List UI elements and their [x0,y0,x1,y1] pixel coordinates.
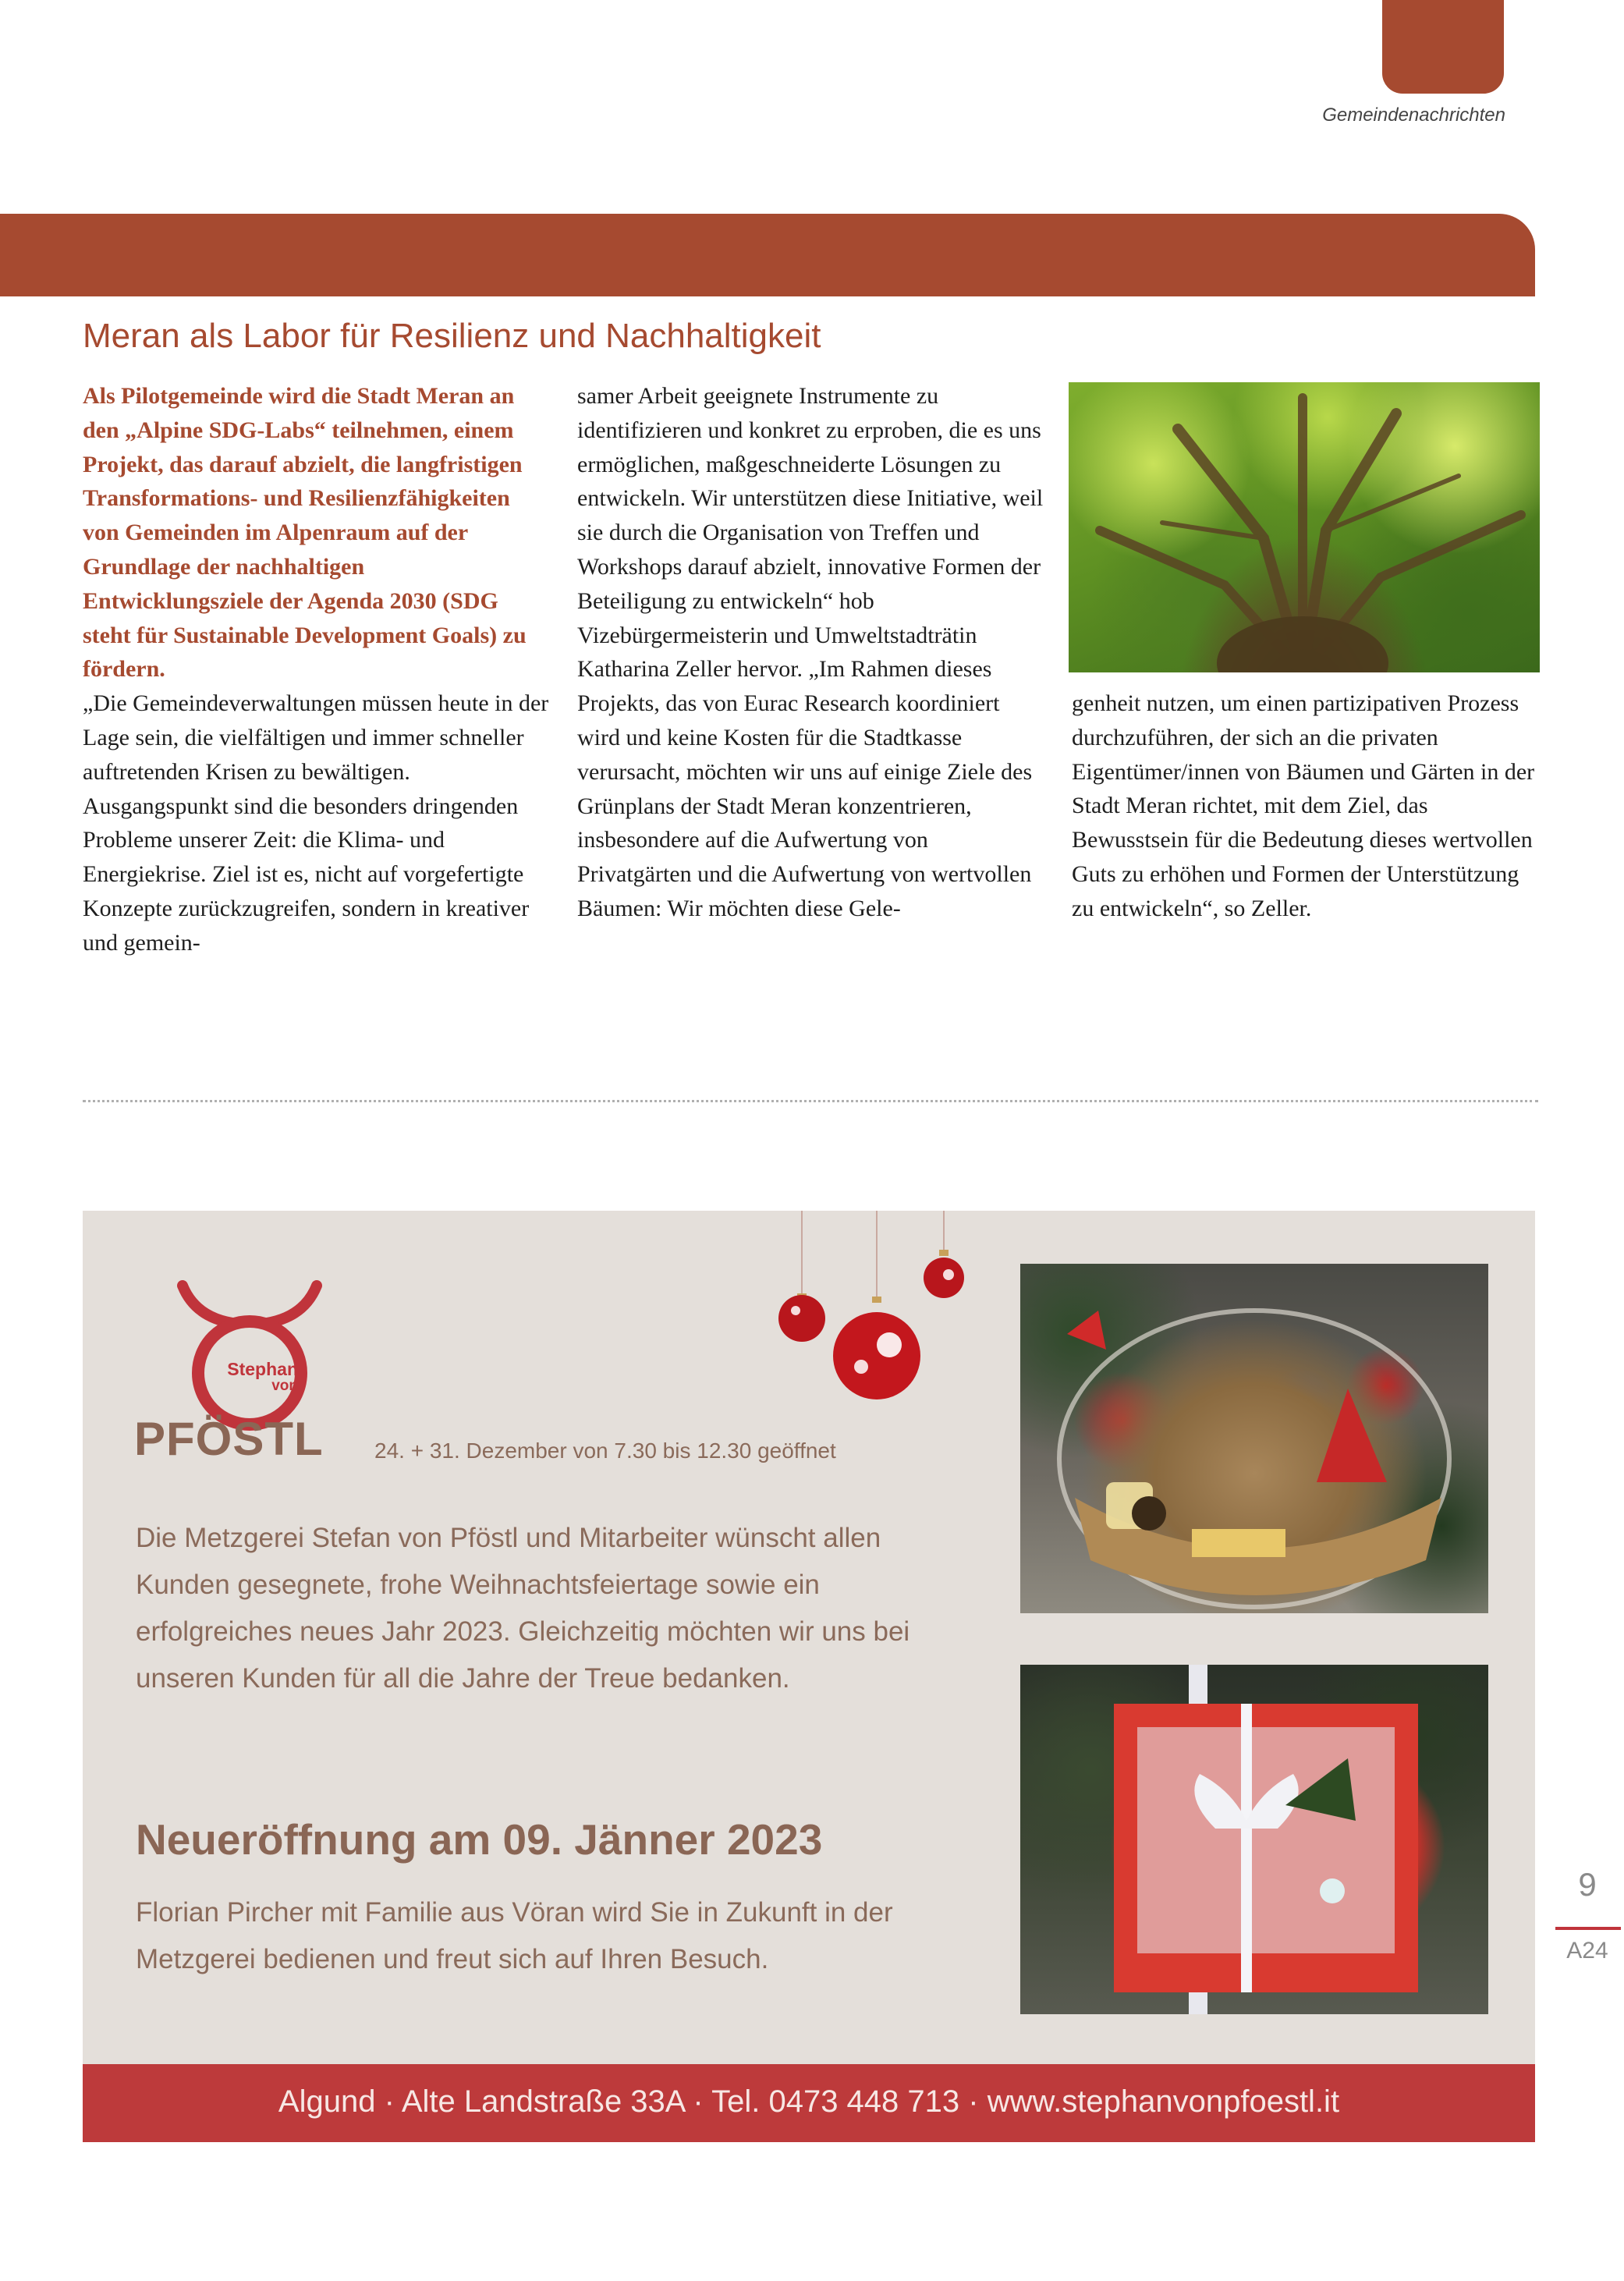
page-number-rule [1555,1927,1621,1930]
section-divider [83,1100,1538,1102]
tree-photo [1069,382,1540,672]
article-body-3: genheit nutzen, um einen partizipativen Prozess durchzuführen, der sich an die privaten Eigentümer/innen von Bäumen und Gärten in der Stadt Meran richtet, mit dem Ziel, das Bewusstsein für die Bedeutung dieses wertvollen Guts zu erhöhen und Formen der Unterstützung zu entwickeln“, so Zeller. [1072,690,1535,921]
gift-box-graphic [1020,1665,1488,2014]
article-title: Meran als Labor für Resilienz und Nachhaltigkeit [83,317,821,355]
greeting-text: Die Metzgerei Stefan von Pföstl und Mitarbeiter wünscht allen Kunden gesegnete, frohe Weihnachtsfeiertage sowie ein erfolgreiches neues Jahr 2023. Gleichzeitig möchten wir uns bei unseren Kunden für all die Jahre der Treue bedanken. [136,1523,910,1694]
article-column-2 [577,379,1045,926]
brand-subtitle [220,1360,298,1395]
reopening-text: Florian Pircher mit Familie aus Vöran wird Sie in Zukunft in der Metzgerei bedienen und freut sich auf Ihren Besuch. [136,1897,893,1974]
header-band [0,214,1535,296]
christmas-ornaments-icon [764,1211,975,1414]
gift-basket-graphic [1020,1264,1488,1613]
tree-branches-graphic [1069,382,1540,672]
issue-code: A24 [1566,1938,1608,1964]
article-column-3 [1072,686,1540,926]
article-column-1 [83,379,551,960]
ad-footer-contact: Algund · Alte Landstraße 33A · Tel. 0473 448 713 · www.stephanvonpfoestl.it [278,2084,1340,2119]
section-label: Gemeindenachrichten [1322,105,1505,126]
reopening-title: Neueröffnung am 09. Jänner 2023 [136,1815,823,1864]
gift-box-photo [1020,1665,1488,2014]
article-body-2: samer Arbeit geeignete Instrumente zu identifizieren und konkret zu erproben, die es uns ermöglichen, maßgeschneiderte Lösungen zu entwickeln. Wir unterstützen diese Initiative, weil sie durch die Organisation von Treffen und Workshops darauf abzielt, innovative Formen der Beteiligung zu entwickeln“ hob Vizebürgermeisterin und Umweltstadträtin Katharina Zeller hervor. „Im Rahmen dieses Projekts, das von Eurac Research koordiniert wird und keine Kosten für die Stadtkasse verursacht, möchten wir uns auf einige Ziele des Grünplans der Stadt Meran konzentrieren, insbesondere auf die Aufwertung von Privatgärten und die Aufwertung von wertvollen Bäumen: Wir möchten diese Gele- [577,383,1044,921]
brand-name-von: von [271,1378,298,1394]
opening-hours: 24. + 31. Dezember von 7.30 bis 12.30 geöffnet [374,1438,836,1463]
article-body-1: „Die Gemeindeverwaltungen müssen heute in der Lage sein, die vielfältigen und immer schneller auftretenden Krisen zu bewältigen. Ausgangspunkt sind die besonders dringenden Probleme unserer Zeit: die Klima- und Energiekrise. Ziel ist es, nicht auf vorgefertigte Konzepte zurückzugreifen, sondern in kreativer und gemein- [83,690,549,956]
header-tab [1382,0,1504,94]
article-lead: Als Pilotgemeinde wird die Stadt Meran an den „Alpine SDG-Labs“ teilnehmen, einem Projekt, das darauf abzielt, die langfristigen Transformations- und Resilienzfähigkeiten von Gemeinden im Alpenraum auf der Grundlage der nachhaltigen Entwicklungsziele der Agenda 2030 (SDG steht für Sustainable Development Goals) zu fördern. [83,383,527,683]
brand-name-stephan: Stephan [227,1359,298,1379]
page-number: 9 [1578,1866,1597,1903]
brand-wordmark: PFÖSTL [134,1413,324,1465]
gift-basket-photo [1020,1264,1488,1613]
